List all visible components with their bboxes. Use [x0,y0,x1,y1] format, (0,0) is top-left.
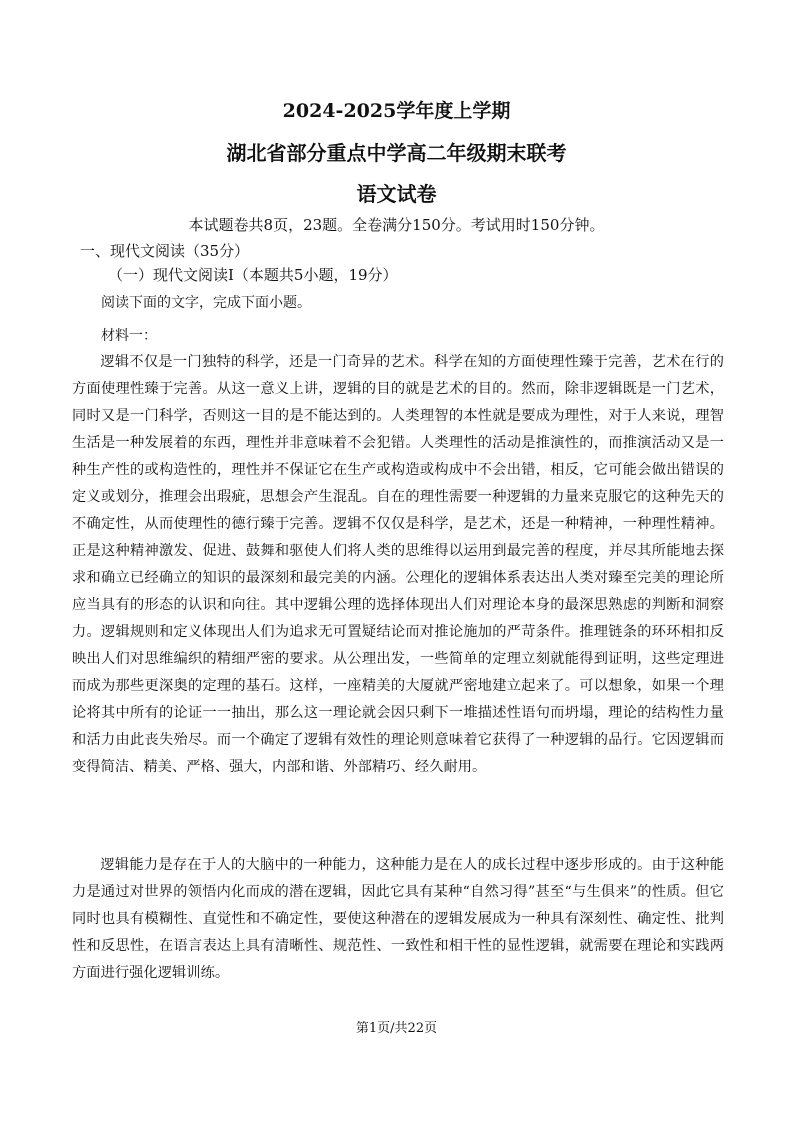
page-number-footer: 第1页/共22页 [355,1021,438,1036]
exam-title: 湖北省部分重点中学高二年级期末联考 [226,141,567,165]
exam-info-line: 本试题卷共8页，23题。全卷满分150分。考试用时150分钟。 [188,216,605,234]
school-year-title: 2024-2025学年度上学期 [282,100,511,122]
subject-title: 语文试卷 [356,182,437,206]
reading-instruction: 阅读下面的文字，完成下面小题。 [101,295,311,311]
material-paragraph-2: 逻辑能力是存在于人的大脑中的一种能力，这种能力是在人的成长过程中逐步形成的。由于这种能力是通过对世界的领悟内化而成的潜在逻辑，因此它具有某种“自然习得”甚至“与生俱来”的性质。但它同时也具有模糊性、直觉性和不确定性，要使这种潜在的逻辑发展成为一种具有深刻性、确定性、批判性和反思性，在语言表达上具有清晰性、规范性、一致性和相干性的显性逻辑，就需要在理论和实践两方面进行强化逻辑训练。 [72,857,724,981]
material-label: 材料一： [101,328,157,344]
material-paragraph-1: 逻辑不仅是一门独特的科学，还是一门奇异的艺术。科学在知的方面使理性臻于完善，艺术在行的方面使理性臻于完善。从这一意义上讲，逻辑的目的就是艺术的目的。然而，除非逻辑既是一门艺术，同时又是一门科学，否则这一目的是不能达到的。人类理智的本性就是要成为理性，对于人来说，理智生活是一种发展着的东西，理性并非意味着不会犯错。人类理性的活动是推演性的，而推演活动又是一种生产性的或构造性的，理性并不保证它在生产或构造或构成中不会出错，相反，它可能会做出错误的定义或划分，推理会出瑕疵，思想会产生混乱。自在的理性需要一种逻辑的力量来克服它的这种先天的不确定性，从而使理性的德行臻于完善。逻辑不仅仅是科学，是艺术，还是一种精神，一种理性精神。正是这种精神激发、促进、鼓舞和驱使人们将人类的思维得以运用到最完善的程度，并尽其所能地去探求和确立已经确立的知识的最深刻和最完美的内涵。公理化的逻辑体系表达出人类对臻至完美的理论所应当具有的形态的认识和向往。其中逻辑公理的选择体现出人们对理论本身的最深思熟虑的判断和洞察力。逻辑规则和定义体现出人们为追求无可置疑结论而对推论施加的严苛条件。推理链条的环环相扣反映出人们对思维编织的精细严密的要求。从公理出发，一些简单的定理立刻就能得到证明，这些定理进而成为那些更深奥的定理的基石。这样，一座精美的大厦就严密地建立起来了。可以想象，如果一个理论将其中所有的论证一一抽出，那么这一理论就会因只剩下一堆描述性语句而坍塌，理论的结构性力量和活力由此丧失殆尽。而一个确定了逻辑有效性的理论则意味着它获得了一种逻辑的品行。它因逻辑而变得简洁、精美、严格、强大，内部和谐、外部精巧、经久耐用。 [72,354,724,775]
section-heading-modern-reading: 一、现代文阅读（35分） [80,242,250,260]
subsection-heading-reading-1: （一）现代文阅读Ⅰ（本题共5小题，19分） [108,266,398,284]
